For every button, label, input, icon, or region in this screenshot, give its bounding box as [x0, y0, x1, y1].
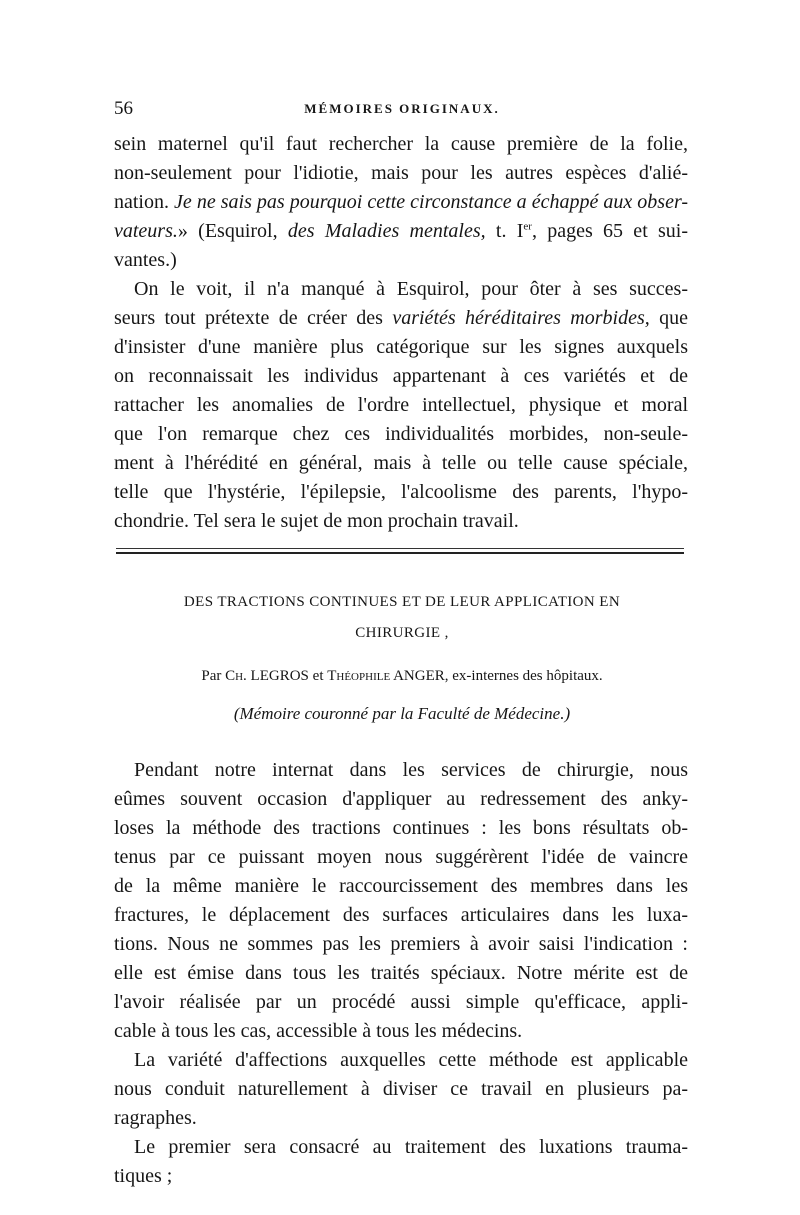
text-segment: » (Esquirol,: [177, 220, 278, 242]
text-line: vantes.): [114, 249, 177, 271]
text-segment: nation.: [114, 191, 169, 213]
text-line: ragraphes.: [114, 1107, 197, 1129]
text-line: [114, 217, 688, 246]
text-line: [114, 304, 688, 333]
running-title: MÉMOIRES ORIGINAUX.: [304, 101, 500, 116]
text-line: eûmes souvent occasion d'appliquer au redressement des anky-: [114, 788, 688, 810]
text-line: loses la méthode des tractions continues : les bons résultats ob-: [114, 817, 688, 839]
text-line: La variété d'affections auxquelles cette méthode est applicable: [134, 1049, 688, 1071]
page-number: 56: [114, 98, 133, 119]
text-segment: t. I: [495, 220, 524, 242]
quotation-italic: Je ne sais pas pourquoi cette circonstance a échappé aux obser-: [174, 191, 688, 213]
text-line: fractures, le déplacement des surfaces articulaires dans les luxa-: [114, 904, 688, 926]
text-line: chondrie. Tel sera le sujet de mon prochain travail.: [114, 510, 519, 532]
text-line: tiques ;: [114, 1165, 173, 1187]
award-note: (Mémoire couronné par la Faculté de Médecine.): [233, 704, 571, 723]
text-line: Le premier sera consacré au traitement des luxations trauma-: [134, 1136, 688, 1158]
text-segment: que: [659, 307, 689, 329]
author-name: Ch. LEGROS: [225, 668, 309, 684]
section-divider: [116, 552, 684, 554]
byline: [114, 668, 690, 685]
text-segment: , pages 65 et sui-: [531, 220, 689, 242]
article-body: [114, 756, 688, 1191]
text-line: tenus par ce puissant moyen nous suggérèrent l'idée de vaincre: [114, 846, 688, 868]
text-line: nous conduit naturellement à diviser ce travail en plusieurs pa-: [114, 1078, 688, 1100]
byline-prefix: Par: [201, 668, 222, 684]
text-line: elle est émise dans tous les traités spéciaux. Notre mérite est de: [114, 962, 688, 984]
text-line: de la même manière le raccourcissement des membres dans les: [114, 875, 688, 897]
text-line: on reconnaissait les individus appartenant à ces variétés et de: [114, 365, 688, 387]
text-line: On le voit, il n'a manqué à Esquirol, pour ôter à ses succes-: [134, 278, 688, 300]
text-line: l'avoir réalisée par un procédé aussi simple qu'efficace, appli-: [114, 991, 688, 1013]
continued-paragraphs: [114, 130, 688, 536]
superscript: er: [523, 220, 532, 233]
text-line: sein maternel qu'il faut rechercher la cause première de la folie,: [114, 133, 688, 155]
quotation-italic: vateurs.: [114, 220, 178, 242]
byline-conjunction: et: [312, 668, 324, 684]
text-line: tions. Nous ne sommes pas les premiers à avoir saisi l'indication :: [114, 933, 688, 955]
italic-term: variétés héréditaires morbides,: [392, 307, 650, 329]
author-affiliation: , ex-internes des hôpitaux.: [444, 668, 603, 684]
article-title: CHIRURGIE ,: [355, 625, 449, 641]
running-header: [114, 98, 690, 122]
article-title: DES TRACTIONS CONTINUES ET DE LEUR APPLICATION EN: [183, 594, 621, 610]
text-line: cable à tous les cas, accessible à tous les médecins.: [114, 1020, 523, 1042]
text-line: non-seulement pour l'idiotie, mais pour les autres espèces d'alié-: [114, 162, 688, 184]
text-line: d'insister d'une manière plus catégorique sur les signes auxquels: [114, 336, 688, 358]
text-line: Pendant notre internat dans les services de chirurgie, nous: [134, 759, 688, 781]
cited-work-title: des Maladies mentales,: [287, 220, 486, 242]
text-line: ment à l'hérédité en général, mais à telle ou telle cause spéciale,: [114, 452, 688, 474]
section-divider: [116, 548, 684, 549]
author-name: Théophile ANGER: [327, 668, 445, 684]
text-line: rattacher les anomalies de l'ordre intellectuel, physique et moral: [114, 394, 688, 416]
text-segment: seurs tout prétexte de créer des: [114, 307, 383, 329]
text-line: [114, 188, 688, 217]
text-line: telle que l'hystérie, l'épilepsie, l'alcoolisme des parents, l'hypo-: [114, 481, 688, 503]
text-line: que l'on remarque chez ces individualités morbides, non-seule-: [114, 423, 688, 445]
